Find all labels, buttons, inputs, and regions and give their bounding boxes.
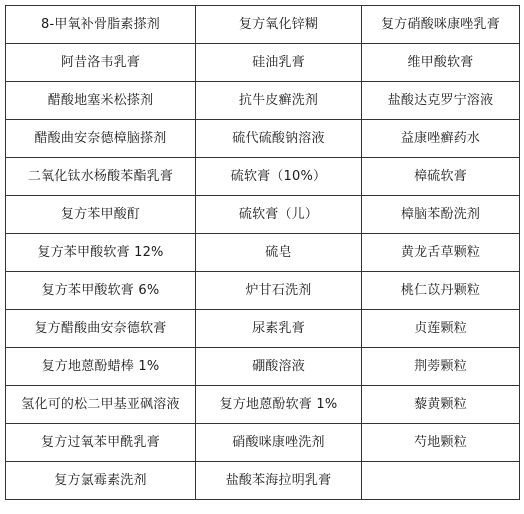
table-cell: 维甲酸软膏 xyxy=(362,44,520,82)
table-cell: 益康唑癣药水 xyxy=(362,120,520,158)
table-cell: 硫皂 xyxy=(196,234,362,272)
table-cell: 黄龙舌草颗粒 xyxy=(362,234,520,272)
table-row xyxy=(6,310,520,348)
table-cell: 硫代硫酸钠溶液 xyxy=(196,120,362,158)
table-cell: 桃仁苡丹颗粒 xyxy=(362,272,520,310)
table-cell: 藜黄颗粒 xyxy=(362,386,520,424)
table-cell: 抗牛皮癣洗剂 xyxy=(196,82,362,120)
table-cell: 复方苯甲酸软膏 12% xyxy=(6,234,196,272)
table-cell: 复方硝酸咪康唑乳膏 xyxy=(362,6,520,44)
table-cell xyxy=(362,462,520,500)
table-row xyxy=(6,120,520,158)
table-cell: 樟硫软膏 xyxy=(362,158,520,196)
drug-table-body xyxy=(6,6,520,500)
table-cell: 芍地颗粒 xyxy=(362,424,520,462)
table-row xyxy=(6,462,520,500)
table-cell: 硅油乳膏 xyxy=(196,44,362,82)
table-cell: 盐酸苯海拉明乳膏 xyxy=(196,462,362,500)
table-cell: 硫软膏（儿） xyxy=(196,196,362,234)
table-row xyxy=(6,44,520,82)
table-cell: 盐酸达克罗宁溶液 xyxy=(362,82,520,120)
table-cell: 复方醋酸曲安奈德软膏 xyxy=(6,310,196,348)
table-row xyxy=(6,424,520,462)
table-cell: 复方苯甲酸酊 xyxy=(6,196,196,234)
table-cell: 尿素乳膏 xyxy=(196,310,362,348)
table-cell: 荆蒡颗粒 xyxy=(362,348,520,386)
table-row xyxy=(6,272,520,310)
table-cell: 复方氧化锌糊 xyxy=(196,6,362,44)
table-cell: 炉甘石洗剂 xyxy=(196,272,362,310)
table-row xyxy=(6,234,520,272)
table-cell: 复方苯甲酸软膏 6% xyxy=(6,272,196,310)
table-row xyxy=(6,158,520,196)
table-cell: 阿昔洛韦乳膏 xyxy=(6,44,196,82)
table-row xyxy=(6,196,520,234)
table-cell: 硝酸咪康唑洗剂 xyxy=(196,424,362,462)
table-row xyxy=(6,6,520,44)
table-cell: 樟脑苯酚洗剂 xyxy=(362,196,520,234)
drug-table xyxy=(5,5,520,500)
table-cell: 二氧化钛水杨酸苯酯乳膏 xyxy=(6,158,196,196)
table-cell: 复方过氧苯甲酰乳膏 xyxy=(6,424,196,462)
table-row xyxy=(6,82,520,120)
table-cell: 醋酸曲安奈德樟脑搽剂 xyxy=(6,120,196,158)
table-cell: 醋酸地塞米松搽剂 xyxy=(6,82,196,120)
table-cell: 复方地蒽酚蜡棒 1% xyxy=(6,348,196,386)
table-row xyxy=(6,348,520,386)
table-cell: 硫软膏（10%） xyxy=(196,158,362,196)
table-cell: 氢化可的松二甲基亚砜溶液 xyxy=(6,386,196,424)
table-cell: 8-甲氧补骨脂素搽剂 xyxy=(6,6,196,44)
table-cell: 贞莲颗粒 xyxy=(362,310,520,348)
table-row xyxy=(6,386,520,424)
table-cell: 硼酸溶液 xyxy=(196,348,362,386)
table-cell: 复方氯霉素洗剂 xyxy=(6,462,196,500)
table-cell: 复方地蒽酚软膏 1% xyxy=(196,386,362,424)
